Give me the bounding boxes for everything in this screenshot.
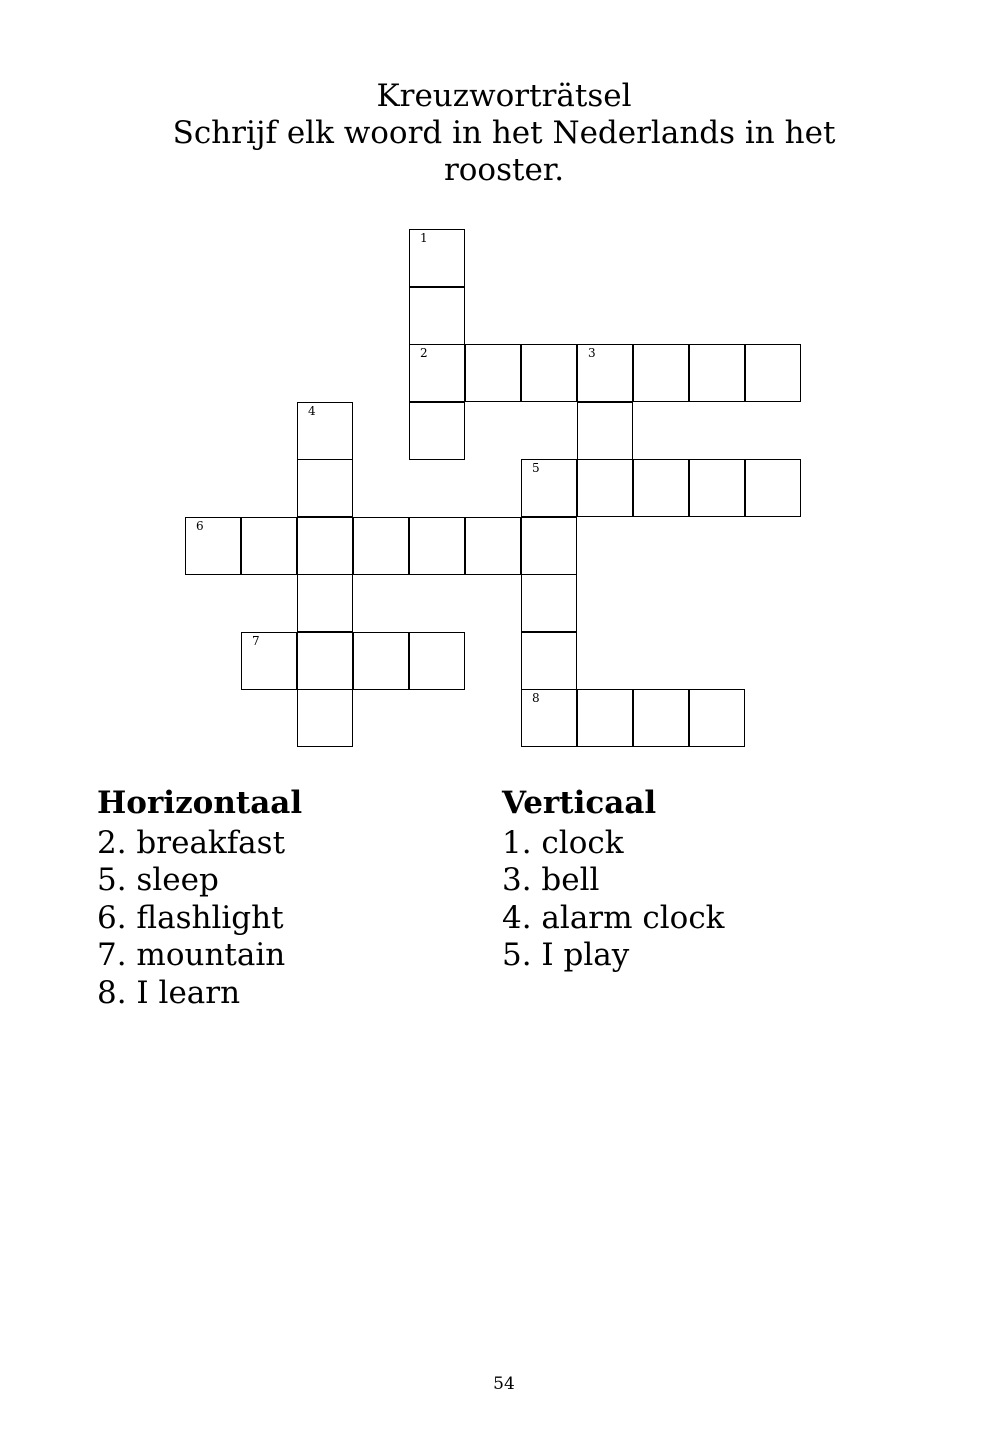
- clue-number: 2: [420, 346, 428, 360]
- down-heading: Verticaal: [502, 785, 657, 821]
- crossword-cell[interactable]: [409, 632, 465, 690]
- crossword-cell[interactable]: [577, 459, 633, 517]
- across-clues: [97, 785, 302, 1012]
- crossword-cell[interactable]: [409, 229, 465, 287]
- crossword-cell[interactable]: [521, 459, 577, 517]
- crossword-cell[interactable]: [465, 517, 521, 575]
- title-block: [0, 78, 1008, 189]
- crossword-cell[interactable]: [241, 632, 297, 690]
- crossword-cell[interactable]: [297, 517, 353, 575]
- crossword-cell[interactable]: [353, 517, 409, 575]
- across-clue: 8. I learn: [97, 974, 241, 1011]
- crossword-cell[interactable]: [409, 344, 465, 402]
- clue-number: 5: [532, 461, 540, 475]
- crossword-cell[interactable]: [353, 632, 409, 690]
- clue-number: 3: [588, 346, 596, 360]
- crossword-cell[interactable]: [521, 517, 577, 575]
- page-number: 54: [493, 1374, 515, 1394]
- clue-number: 7: [252, 633, 260, 648]
- crossword-cell[interactable]: [521, 344, 577, 402]
- down-clue: 1. clock: [502, 824, 624, 861]
- clue-number: 8: [532, 691, 540, 705]
- down-clue: 3. bell: [502, 862, 600, 898]
- crossword-cell[interactable]: [297, 574, 353, 632]
- crossword-cell[interactable]: [409, 402, 465, 460]
- page-title: Kreuzworträtsel: [376, 78, 632, 114]
- crossword-cell[interactable]: [577, 402, 633, 460]
- crossword-cell[interactable]: [577, 344, 633, 402]
- crossword-cell[interactable]: [689, 689, 745, 747]
- crossword-cell[interactable]: [689, 344, 745, 402]
- crossword-cell[interactable]: [521, 632, 577, 690]
- down-clue: 5. I play: [502, 937, 630, 973]
- crossword-cell[interactable]: [745, 344, 801, 402]
- crossword-cell[interactable]: [633, 689, 689, 747]
- across-clue: 2. breakfast: [97, 824, 286, 861]
- crossword-cell[interactable]: [689, 459, 745, 517]
- crossword-cell[interactable]: [633, 344, 689, 402]
- instruction-text: Schrijf elk woord in het Nederlands in het rooster.: [172, 115, 836, 188]
- crossword-cell[interactable]: [297, 632, 353, 690]
- down-clues: [502, 785, 724, 975]
- crossword-cell[interactable]: [409, 517, 465, 575]
- clue-number: 1: [420, 231, 428, 245]
- crossword-cell[interactable]: [297, 402, 353, 460]
- clue-number: 4: [308, 403, 316, 418]
- crossword-cell[interactable]: [409, 287, 465, 345]
- down-clue: 4. alarm clock: [502, 899, 725, 936]
- crossword-cell[interactable]: [241, 517, 297, 575]
- crossword-cell[interactable]: [465, 344, 521, 402]
- crossword-cell[interactable]: [297, 459, 353, 517]
- across-clue: 6. flashlight: [97, 899, 284, 936]
- crossword-cell[interactable]: [633, 459, 689, 517]
- crossword-cell[interactable]: [521, 689, 577, 747]
- across-heading: Horizontaal: [97, 785, 303, 821]
- crossword-cell[interactable]: [297, 689, 353, 747]
- across-clue: 5. sleep: [97, 862, 219, 898]
- crossword-cell[interactable]: [577, 689, 633, 747]
- crossword-cell[interactable]: [745, 459, 801, 517]
- across-clue: 7. mountain: [97, 937, 286, 973]
- crossword-cell[interactable]: [521, 574, 577, 632]
- clue-number: 6: [196, 518, 204, 533]
- crossword-cell[interactable]: [185, 517, 241, 575]
